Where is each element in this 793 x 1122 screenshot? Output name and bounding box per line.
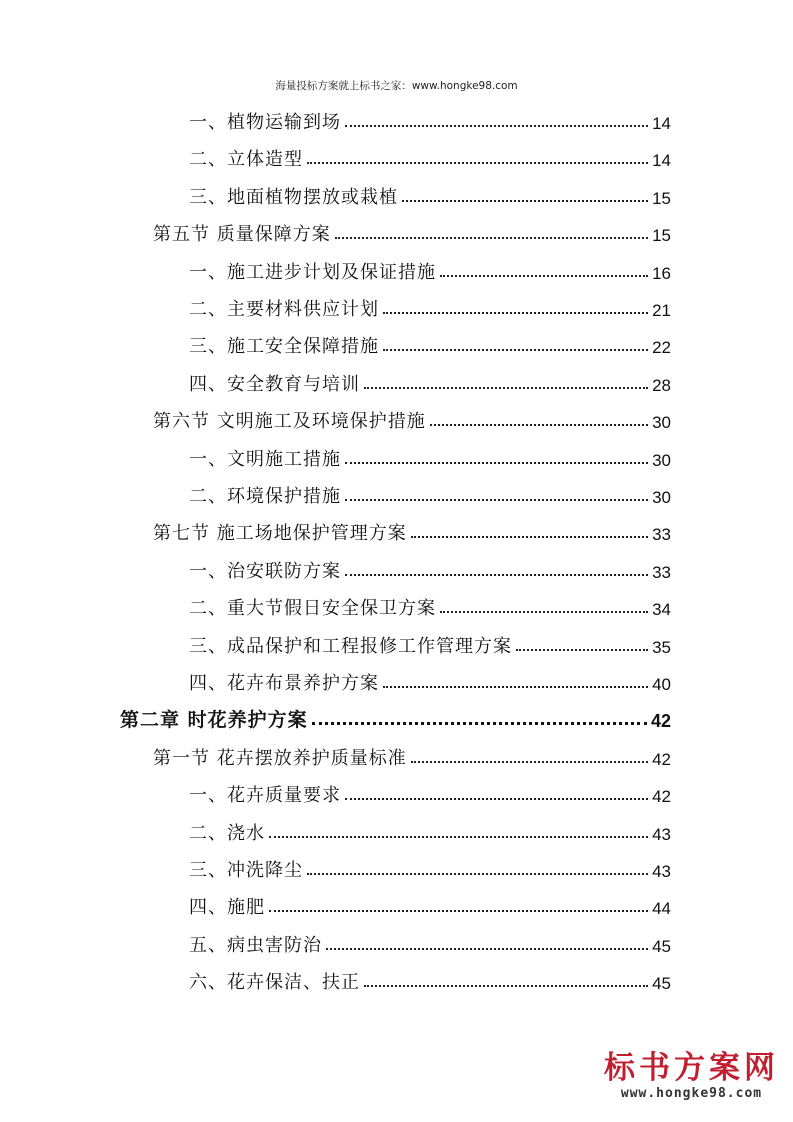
toc-page-number: 42 [652, 787, 671, 807]
toc-dot-leader [440, 275, 648, 277]
watermark-logo [604, 1050, 779, 1101]
toc-dot-leader [364, 387, 648, 389]
toc-entry-title: 三、施工安全保障措施 [189, 336, 379, 358]
toc-subsection-entry[interactable] [189, 368, 671, 396]
toc-page-number: 43 [652, 824, 671, 844]
toc-dot-leader [269, 836, 648, 838]
toc-page-number: 33 [652, 562, 671, 582]
toc-dot-leader [345, 499, 648, 501]
toc-entry-title: 三、冲洗降尘 [189, 860, 303, 881]
toc-page-number: 45 [652, 936, 671, 956]
toc-dot-leader [335, 237, 648, 239]
toc-section-entry[interactable] [153, 405, 671, 433]
toc-dot-leader [345, 462, 648, 464]
toc-page-number: 45 [652, 974, 671, 994]
toc-page-number: 14 [652, 114, 671, 133]
toc-subsection-entry[interactable] [189, 891, 671, 919]
toc-page-number: 15 [652, 188, 671, 208]
toc-dot-leader [345, 125, 648, 127]
logo-url-text: www.hongke98.com [620, 1086, 763, 1101]
toc-entry-title: 四、花卉布景养护方案 [189, 673, 379, 694]
toc-dot-leader [383, 312, 648, 314]
toc-dot-leader [383, 349, 648, 351]
toc-entry-title: 第六节 文明施工及环境保护措施 [153, 411, 426, 433]
toc-page-number: 44 [652, 899, 671, 919]
toc-chapter-entry[interactable] [120, 704, 671, 732]
toc-dot-leader [269, 910, 648, 912]
toc-subsection-entry[interactable] [189, 256, 671, 284]
toc-entry-title: 二、主要材料供应计划 [189, 299, 379, 320]
logo-chinese-text: 标书方案网 [604, 1050, 779, 1086]
toc-page-number: 16 [652, 263, 671, 283]
toc-page-number: 30 [652, 450, 671, 470]
toc-dot-leader [411, 761, 648, 763]
toc-section-entry[interactable] [153, 218, 671, 246]
toc-entry-title: 三、地面植物摆放或栽植 [189, 186, 398, 208]
toc-entry-title: 四、施肥 [189, 897, 265, 919]
toc-dot-leader [307, 873, 648, 875]
toc-page-number: 22 [652, 338, 671, 358]
toc-page-number: 30 [652, 488, 671, 507]
toc-page-number: 21 [652, 301, 671, 320]
toc-page-number: 43 [652, 862, 671, 881]
toc-subsection-entry[interactable] [189, 106, 671, 134]
toc-subsection-entry[interactable] [189, 443, 671, 471]
toc-entry-title: 五、病虫害防治 [189, 934, 322, 956]
toc-subsection-entry[interactable] [189, 929, 671, 957]
toc-page-number: 40 [652, 675, 671, 694]
toc-page-number: 34 [652, 600, 671, 620]
toc-entry-title: 二、环境保护措施 [189, 486, 341, 507]
toc-dot-leader [411, 536, 648, 538]
toc-subsection-entry[interactable] [189, 966, 671, 994]
toc-dot-leader [312, 722, 647, 725]
toc-subsection-entry[interactable] [189, 667, 671, 695]
toc-page-number: 14 [652, 151, 671, 171]
toc-entry-title: 二、立体造型 [189, 149, 303, 171]
toc-entry-title: 六、花卉保洁、扶正 [189, 972, 360, 994]
toc-entry-title: 四、安全教育与培训 [189, 373, 360, 395]
toc-subsection-entry[interactable] [189, 555, 671, 583]
toc-entry-title: 二、重大节假日安全保卫方案 [189, 598, 436, 620]
toc-entry-title: 二、浇水 [189, 822, 265, 844]
toc-subsection-entry[interactable] [189, 143, 671, 171]
toc-page-number: 28 [652, 375, 671, 395]
toc-entry-title: 第二章 时花养护方案 [120, 709, 308, 732]
toc-entry-title: 三、成品保护和工程报修工作管理方案 [189, 635, 512, 657]
toc-entry-title: 一、施工进步计划及保证措施 [189, 261, 436, 283]
toc-entry-title: 第五节 质量保障方案 [153, 224, 331, 246]
page-header: 海量投标方案就上标书之家：www.hongke98.com [275, 80, 518, 92]
toc-page-number: 42 [650, 711, 671, 732]
toc-entry-title: 第七节 施工场地保护管理方案 [153, 523, 407, 545]
toc-page-number: 33 [652, 525, 671, 545]
toc-dot-leader [364, 985, 648, 987]
toc-page-number: 15 [652, 226, 671, 246]
toc-dot-leader [345, 574, 648, 576]
toc-page-number: 42 [652, 749, 671, 769]
toc-entry-title: 一、花卉质量要求 [189, 785, 341, 807]
toc-subsection-entry[interactable] [189, 181, 671, 209]
toc-dot-leader [307, 162, 648, 164]
toc-subsection-entry[interactable] [189, 592, 671, 620]
toc-entry-title: 第一节 花卉摆放养护质量标准 [153, 747, 407, 769]
toc-dot-leader [440, 611, 648, 613]
toc-dot-leader [345, 798, 648, 800]
toc-subsection-entry[interactable] [189, 779, 671, 807]
toc-subsection-entry[interactable] [189, 854, 671, 882]
toc-subsection-entry[interactable] [189, 480, 671, 508]
toc-subsection-entry[interactable] [189, 630, 671, 658]
toc-page-number: 35 [652, 637, 671, 657]
toc-dot-leader [430, 424, 648, 426]
toc-dot-leader [516, 649, 648, 651]
toc-subsection-entry[interactable] [189, 817, 671, 845]
toc-entry-title: 一、治安联防方案 [189, 560, 341, 582]
toc-entry-title: 一、植物运输到场 [189, 112, 341, 133]
toc-section-entry[interactable] [153, 742, 671, 770]
toc-subsection-entry[interactable] [189, 293, 671, 321]
toc-dot-leader [326, 948, 648, 950]
toc-entry-title: 一、文明施工措施 [189, 448, 341, 470]
toc-dot-leader [383, 686, 648, 688]
toc-subsection-entry[interactable] [189, 330, 671, 358]
toc-dot-leader [402, 200, 648, 202]
toc-page-number: 30 [652, 413, 671, 433]
toc-section-entry[interactable] [153, 517, 671, 545]
